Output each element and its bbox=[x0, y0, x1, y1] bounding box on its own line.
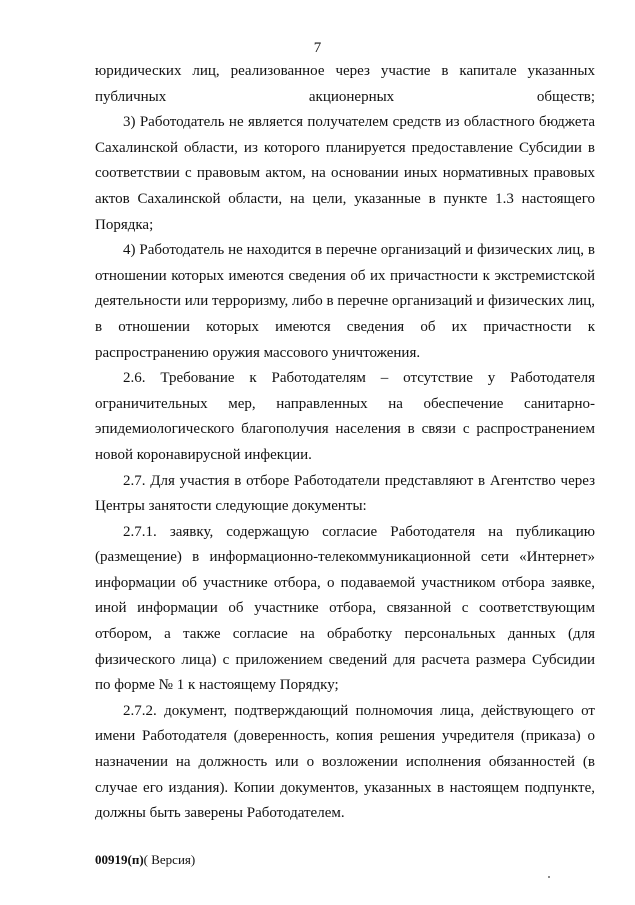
paragraph-item-4: 4) Работодатель не находится в перечне организаций и физических лиц, в отношении которых имеются сведения об их причастности к экстремистской деятельности или терроризму, либо в перечне организаций и физических лиц, в отношении которых имеются сведения об их причастности к распространению оружия массового уничтожения. bbox=[95, 242, 595, 361]
footer-doc-code: 00919(п) bbox=[95, 852, 144, 867]
scan-speck bbox=[548, 876, 550, 878]
paragraph-2-7-1: 2.7.1. заявку, содержащую согласие Работодателя на публикацию (размещение) в информационно-телекоммуникационной сети «Интернет» информации об участнике отбора, о подаваемой участником отбора заявке, иной информации об участнике отбора, связанной с соответствующим отбором, а также согласие на обработку персональных данных (для физического лица) с приложением сведений для расчета размера Субсидии по форме № 1 к настоящему Порядку; bbox=[95, 523, 595, 694]
paragraph-2-7-2: 2.7.2. документ, подтверждающий полномочия лица, действующего от имени Работодателя (доверенность, копия решения учредителя (приказа) о назначении на должность или о возложении исполнения обязанностей (в случае его издания). Копии документов, указанных в настоящем подпункте, должны быть заверены Работодателем. bbox=[95, 702, 595, 822]
page-number: 7 bbox=[313, 40, 322, 56]
paragraph-2-6: 2.6. Требование к Работодателям – отсутствие у Работодателя ограничительных мер, направленных на обеспечение санитарно-эпидемиологического благополучия населения в связи с распространением новой коронавирусной инфекции. bbox=[95, 370, 595, 463]
paragraph-continuation: юридических лиц, реализованное через участие в капитале указанных публичных акционерных обществ; bbox=[95, 63, 595, 105]
footer bbox=[95, 853, 195, 867]
paragraph-item-3: 3) Работодатель не является получателем средств из областного бюджета Сахалинской области, из которого планируется предоставление Субсидии в соответствии с правовым актом, на основании иных нормативных правовых актов Сахалинской области, на цели, указанные в пункте 1.3 настоящего Порядка; bbox=[95, 114, 595, 233]
paragraph-2-7: 2.7. Для участия в отборе Работодатели представляют в Агентство через Центры занятости следующие документы: bbox=[95, 472, 595, 515]
document-body bbox=[95, 59, 595, 827]
footer-version-label: ( Версия) bbox=[143, 852, 196, 867]
